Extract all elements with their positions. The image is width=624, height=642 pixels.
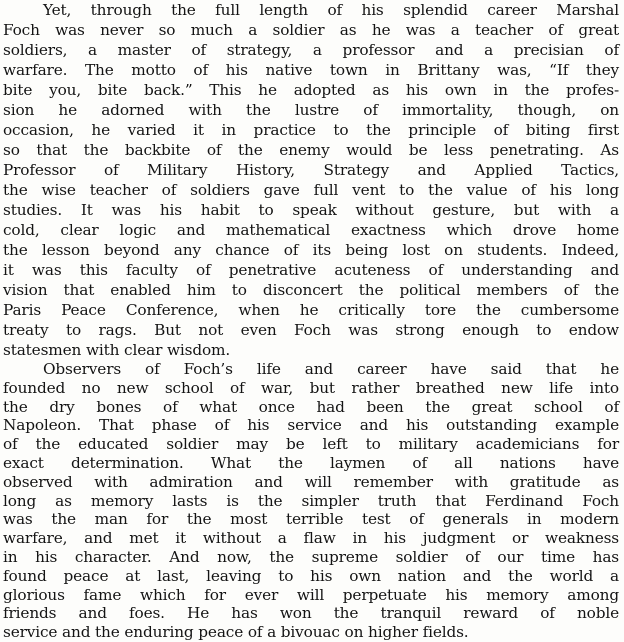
text-line: so that the backbite of the enemy would be less penetrating. As [3,141,619,159]
text-line: found peace at last, leaving to his own nation and the world a [3,566,619,585]
text-line: the lesson beyond any chance of its being lost on students. Indeed, [3,241,619,259]
text-line: cold, clear logic and mathematical exactness which drove home [3,221,619,239]
text-line: in his character. And now, the supreme soldier of our time has [3,548,619,566]
text-line: of the educated soldier may be left to military academicians for [3,435,619,454]
text-line: observed with admiration and will remember with gratitude as [3,472,619,491]
text-line: occasion, he varied it in practice to the principle of biting first [3,121,619,139]
text-line: friends and foes. He has won the tranquil reward of noble [3,604,619,623]
text-line: sion he adorned with the lustre of immortality, though, on [3,101,619,119]
text-line: glorious fame which for ever will perpetuate his memory among [3,585,619,604]
text-line: warfare. The motto of his native town in Brittany was, “If they [3,61,619,79]
text-line: warfare, and met it without a flaw in his judgment or weakness [3,529,619,548]
text-line: service and the enduring peace of a bivouac on higher fields. [3,623,469,642]
text-line: was the man for the most terrible test of generals in modern [3,510,619,529]
text-line: treaty to rags. But not even Foch was strong enough to endow [3,321,619,339]
text-line: Yet, through the full length of his splendid career Marshal [43,1,619,19]
text-line: statesmen with clear wisdom. [3,341,231,359]
text-line: Paris Peace Conference, when he critically tore the cumbersome [3,301,619,319]
text-line: Napoleon. That phase of his service and his outstanding example [3,416,619,435]
text-line: the wise teacher of soldiers gave full vent to the value of his long [3,181,619,199]
text-line: exact determination. What the laymen of all nations have [3,454,619,472]
text-line: Observers of Foch’s life and career have said that he [43,360,619,378]
text-line: Professor of Military History, Strategy and Applied Tactics, [3,161,619,179]
text-line: vision that enabled him to disconcert the political members of the [3,281,619,299]
text-line: founded no new school of war, but rather breathed new life into [3,378,619,397]
text-line: long as memory lasts is the simpler truth that Ferdinand Foch [3,491,619,510]
text-line: the dry bones of what once had been the great school of [3,397,619,416]
text-line: studies. It was his habit to speak without gesture, but with a [3,201,619,219]
text-line: bite you, bite back.” This he adopted as his own in the profes- [3,81,619,99]
text-line: soldiers, a master of strategy, a professor and a precisian of [3,41,619,59]
text-line: it was this faculty of penetrative acuteness of understanding and [3,261,619,279]
text-line: Foch was never so much a soldier as he was a teacher of great [3,21,619,39]
